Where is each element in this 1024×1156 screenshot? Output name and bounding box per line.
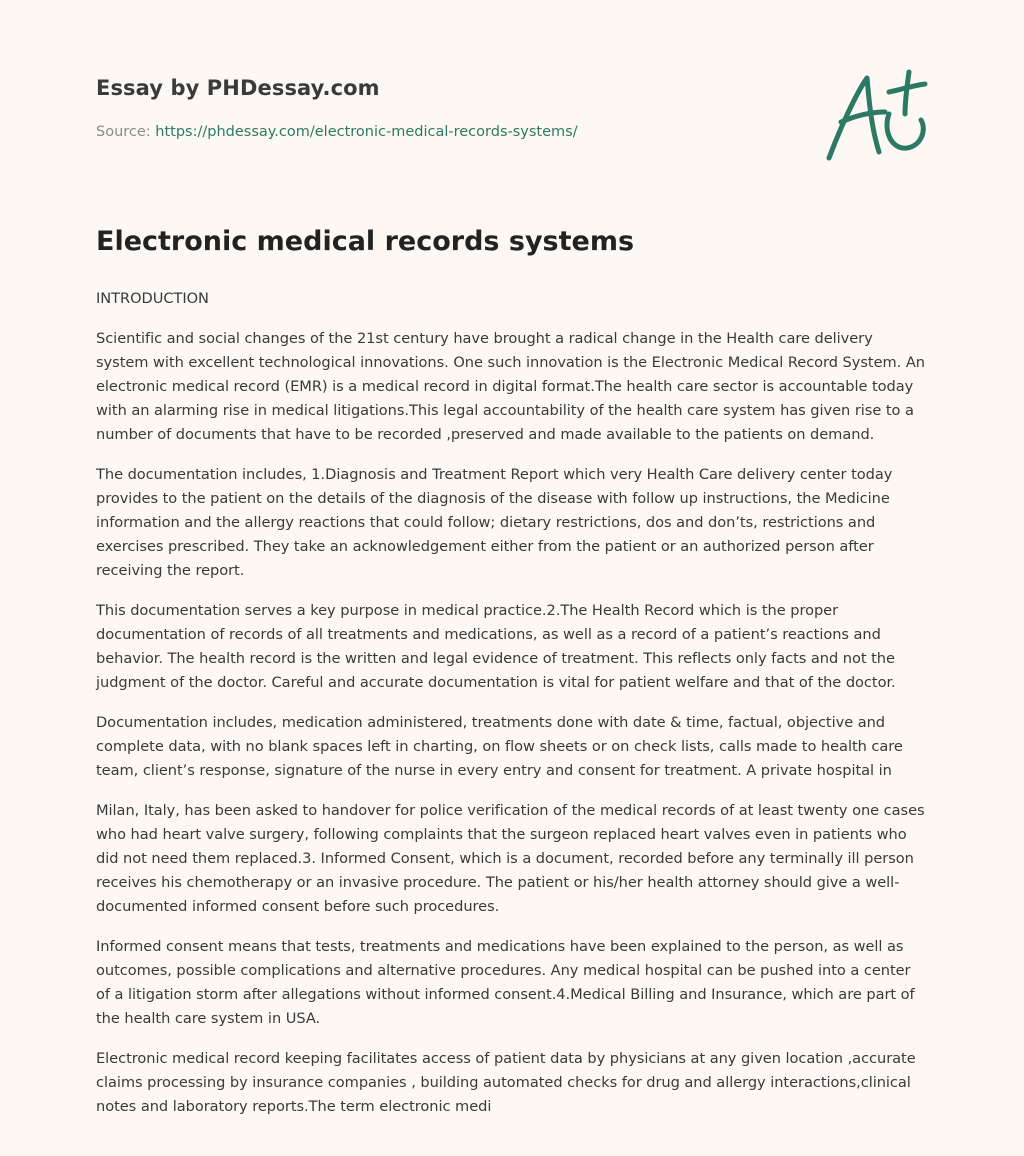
site-brand: Essay by PHDessay.com — [96, 76, 380, 100]
source-label: Source: — [96, 124, 151, 140]
paragraph: Informed consent means that tests, treatments and medications have been explained to the person, as well as outcomes, possible complications and alternative procedures. Any medical hospital can be pushed into a center of a litigation storm after allegations without informed consent.4.Medical Billing and Insurance, which are part of the health care system in USA. — [96, 938, 915, 1027]
essay-title: Electronic medical records systems — [96, 226, 635, 257]
paragraph: The documentation includes, 1.Diagnosis and Treatment Report which very Health Care delivery center today provides to the patient on the details of the diagnosis of the disease with follow up instructions, the Medicine information and the allergy reactions that could follow; dietary restrictions, dos and don’ts, restrictions and exercises prescribed. They take an acknowledgement either from the patient or an authorized person after receiving the report. — [96, 466, 893, 579]
source-line — [96, 124, 578, 140]
essay-body — [96, 287, 926, 1135]
source-link[interactable]: https://phdessay.com/electronic-medical-records-systems/ — [155, 124, 578, 140]
paragraph: Electronic medical record keeping facilitates access of patient data by physicians at any given location ,accurate claims processing by insurance companies , building automated checks for drug and allergy interactions,clinical notes and laboratory reports.The term electronic medi — [96, 1050, 916, 1115]
paragraph: Documentation includes, medication administered, treatments done with date & time, factual, objective and complete data, with no blank spaces left in charting, on flow sheets or on check lists, calls made to health care team, client’s response, signature of the nurse in every entry and consent for treatment. A private hospital in — [96, 714, 903, 779]
paragraph: Milan, Italy, has been asked to handover for police verification of the medical records of at least twenty one cases who had heart valve surgery, following complaints that the surgeon replaced heart valves even in patients who did not need them replaced.3. Informed Consent, which is a document, recorded before any terminally ill person receives his chemotherapy or an invasive procedure. The patient or his/her health attorney should give a well-documented informed consent before such procedures. — [96, 802, 925, 915]
a-plus-logo-icon — [823, 66, 929, 166]
paragraph: Scientific and social changes of the 21st century have brought a radical change in the Health care delivery system with excellent technological innovations. One such innovation is the Electronic Medical Record System. An electronic medical record (EMR) is a medical record in digital format.The health care sector is accountable today with an alarming rise in medical litigations.This legal accountability of the health care system has given rise to a number of documents that have to be recorded ,preserved and made available to the patients on demand. — [96, 330, 925, 443]
section-heading: INTRODUCTION — [96, 290, 209, 307]
paragraph: This documentation serves a key purpose in medical practice.2.The Health Record which is the proper documentation of records of all treatments and medications, as well as a record of a patient’s reactions and behavior. The health record is the written and legal evidence of treatment. This reflects only facts and not the judgment of the doctor. Careful and accurate documentation is vital for patient welfare and that of the doctor. — [96, 602, 896, 691]
